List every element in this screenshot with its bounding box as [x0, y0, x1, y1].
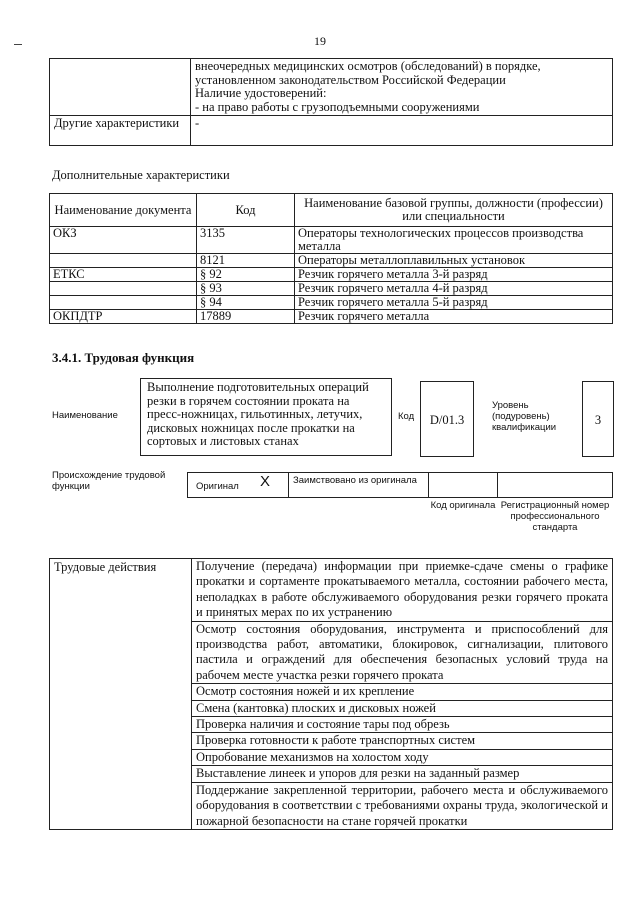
table-cell-value: внеочередных медицинских осмотров (обследований) в порядке, установленном законодательством Российской Федерации Наличие удостоверений: - на право работы с грузоподъемными сооружениями	[191, 59, 613, 116]
table-cell-value: -	[191, 116, 613, 146]
table-row	[50, 268, 613, 282]
extra-characteristics-table	[49, 193, 613, 324]
original-label: Оригинал	[196, 481, 239, 492]
labor-action-item: Осмотр состояния оборудования, инструмента и приспособлений для производства работ, автоматики, блокировок, сигнализации, плитового пастила и ограждений для обеспечения безопасных условий труда на рабочем месте участка резки горячего проката	[192, 621, 613, 684]
table-row	[50, 116, 613, 146]
doc-cell: ОКЗ	[50, 227, 197, 254]
name-cell: Операторы металлоплавильных установок	[295, 254, 613, 268]
labor-action-item: Смена (кантовка) плоских и дисковых ножей	[192, 700, 613, 716]
labor-action-item: Поддержание закрепленной территории, рабочего места и обслуживаемого оборудования в соответствии с требованиями охраны труда, экологической и пожарной безопасности на стане горячей прокатки	[192, 782, 613, 829]
name-cell: Резчик горячего металла	[295, 310, 613, 324]
labor-actions-table	[49, 558, 613, 830]
table-row	[50, 559, 613, 622]
column-header: Наименование базовой группы, должности (профессии) или специальности	[295, 194, 613, 227]
labor-action-item: Проверка готовности к работе транспортных систем	[192, 733, 613, 749]
doc-cell: ЕТКС	[50, 268, 197, 282]
origin-label: Происхождение трудовой функции	[52, 470, 166, 492]
name-label: Наименование	[52, 410, 118, 421]
qualification-level-label: Уровень (подуровень) квалификации	[492, 400, 557, 433]
labor-action-item: Проверка наличия и состояние тары под обрезь	[192, 717, 613, 733]
labor-actions-label: Трудовые действия	[50, 559, 192, 830]
name-cell: Операторы технологических процессов производства металла	[295, 227, 613, 254]
column-header: Код	[197, 194, 295, 227]
code-cell: § 93	[197, 282, 295, 296]
code-cell: 17889	[197, 310, 295, 324]
reg-number-label: Регистрационный номер профессионального стандарта	[500, 500, 610, 533]
labor-action-item: Осмотр состояния ножей и их крепление	[192, 684, 613, 700]
requirements-table	[49, 58, 613, 146]
original-mark: X	[260, 473, 271, 490]
table-row	[50, 282, 613, 296]
origin-borrowed-box: Заимствовано из оригинала	[288, 472, 429, 498]
code-cell: 8121	[197, 254, 295, 268]
name-cell: Резчик горячего металла 4-й разряд	[295, 282, 613, 296]
function-code-box: D/01.3	[420, 381, 474, 457]
code-label: Код	[398, 411, 415, 422]
table-row	[50, 227, 613, 254]
qualification-level-box: 3	[582, 381, 614, 457]
name-cell: Резчик горячего металла 5-й разряд	[295, 296, 613, 310]
doc-cell: ОКПДТР	[50, 310, 197, 324]
origin-reg-number-box	[497, 472, 613, 498]
table-row	[50, 296, 613, 310]
labor-function-heading: 3.4.1. Трудовая функция	[52, 350, 195, 365]
origin-original-box	[187, 472, 289, 498]
labor-action-item: Выставление линеек и упоров для резки на заданный размер	[192, 766, 613, 782]
code-original-label: Код оригинала	[430, 500, 496, 511]
code-cell: 3135	[197, 227, 295, 254]
code-cell: § 92	[197, 268, 295, 282]
labor-action-item: Получение (передача) информации при приемке-сдаче смены о графике прокатки и сортаменте прокатываемого металла, состоянии рабочего места, неполадках в работе обслуживаемого оборудования резки горячего проката и принятых мерах по их устранению	[192, 559, 613, 622]
section-caption: Дополнительные характеристики	[52, 168, 230, 182]
name-cell: Резчик горячего металла 3-й разряд	[295, 268, 613, 282]
origin-code-box	[428, 472, 498, 498]
table-cell-label: Другие характеристики	[50, 116, 191, 146]
table-header-row	[50, 194, 613, 227]
table-row	[50, 254, 613, 268]
table-cell-label	[50, 59, 191, 116]
code-cell: § 94	[197, 296, 295, 310]
column-header: Наименование документа	[50, 194, 197, 227]
table-row	[50, 310, 613, 324]
margin-mark	[14, 44, 22, 45]
function-name-box: Выполнение подготовительных операций резки в горячем состоянии проката на пресс-ножницах, гильотинных, летучих, дисковых ножницах после прокатки на сортовых и листовых станах	[140, 378, 392, 456]
doc-cell	[50, 282, 197, 296]
page-number: 19	[314, 34, 326, 48]
doc-cell	[50, 296, 197, 310]
table-row	[50, 59, 613, 116]
doc-cell	[50, 254, 197, 268]
labor-action-item: Опробование механизмов на холостом ходу	[192, 749, 613, 765]
